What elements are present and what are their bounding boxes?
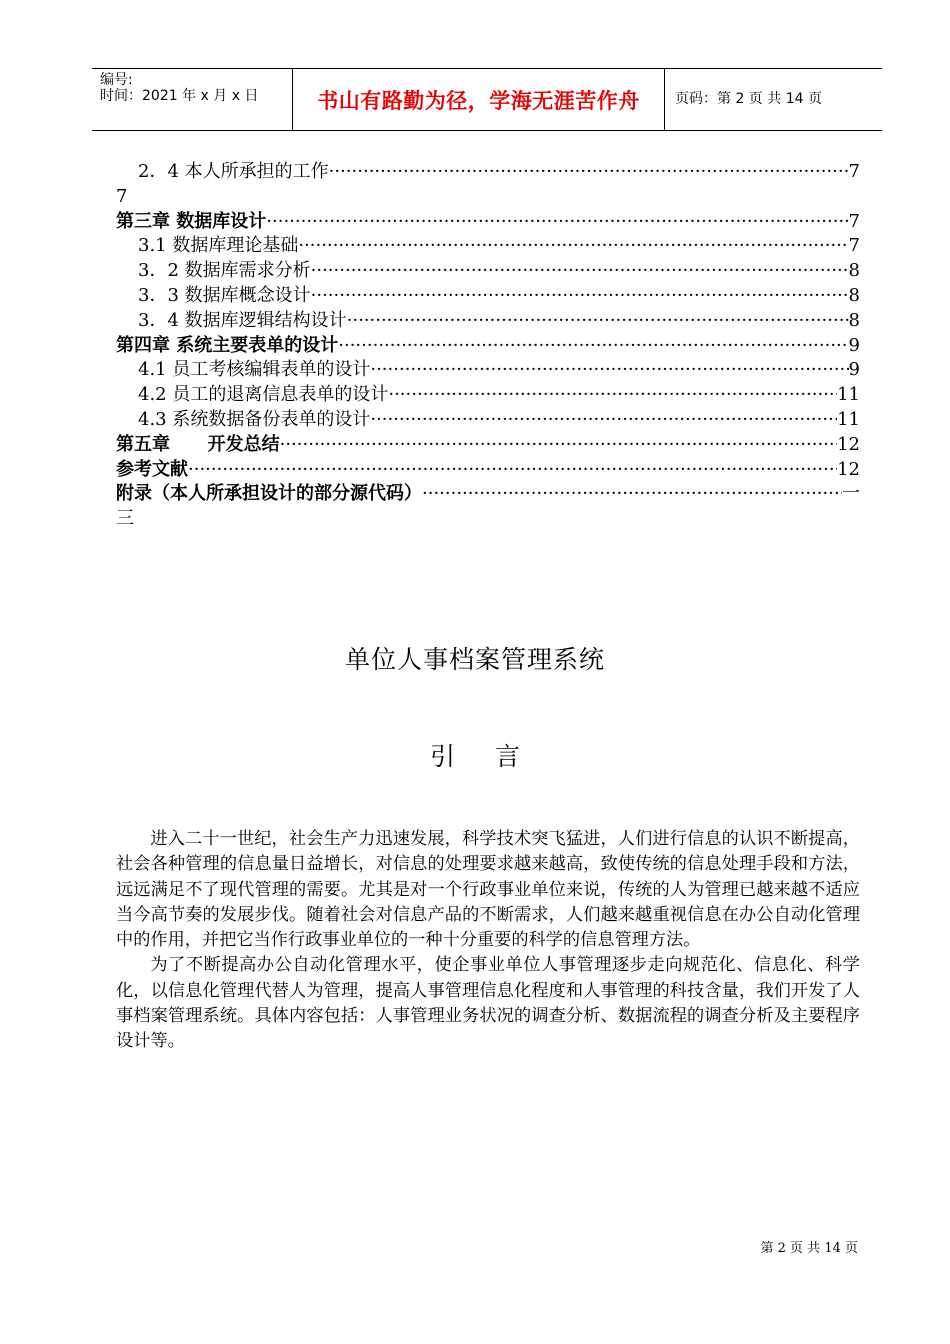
- toc-entry-page: 9: [848, 334, 860, 356]
- toc-leader-dots: [422, 482, 842, 507]
- body-text: [116, 827, 860, 1055]
- header-motto-cell: [293, 69, 665, 130]
- toc-entry-page: 12: [837, 458, 860, 480]
- toc-entry-title: 3.1 数据库理论基础: [138, 235, 299, 257]
- toc-entry[interactable]: [116, 234, 860, 259]
- toc-leader-dots: [329, 160, 849, 185]
- paragraph: 进入二十一世纪，社会生产力迅速发展，科学技术突飞猛进，人们进行信息的认识不断提高，社会各种管理的信息量日益增长，对信息的处理要求越来越高，致使传统的信息处理手段和方法，远远满足不了现代管理的需要。尤其是对一个行政事业单位来说，传统的人为管理已越来越不适应当今高节奏的发展步伐。随着社会对信息产品的不断需求，人们越来越重视信息在办公自动化管理中的作用，并把它当作行政事业单位的一种十分重要的科学的信息管理方法。: [116, 829, 860, 951]
- toc-entry-title: 4.2 员工的退离信息表单的设计: [138, 384, 389, 406]
- toc-entry[interactable]: [116, 259, 860, 284]
- table-of-contents: [116, 160, 860, 532]
- toc-leader-dots: [388, 383, 837, 408]
- toc-entry[interactable]: [116, 160, 860, 185]
- toc-entry[interactable]: [116, 383, 860, 408]
- toc-wrap-line: [116, 507, 860, 532]
- toc-entry-page: 11: [837, 408, 860, 430]
- toc-wrap-line: [116, 185, 860, 210]
- toc-wrapped-page: 7: [116, 185, 128, 207]
- toc-entry-page: 7: [848, 235, 860, 257]
- motto-text: 书山有路勤为径，学海无涯苦作舟: [317, 88, 640, 113]
- toc-entry[interactable]: [116, 458, 860, 483]
- toc-leader-dots: [266, 210, 848, 235]
- toc-entry-page: 9: [848, 359, 860, 381]
- toc-entry-title: 4.1 员工考核编辑表单的设计: [138, 359, 371, 381]
- toc-entry-title: 2．4 本人所承担的工作: [138, 161, 329, 182]
- toc-entry-page: 8: [848, 260, 860, 282]
- page-header: [92, 68, 882, 131]
- toc-entry-page: 11: [837, 384, 860, 406]
- toc-entry-page: 12: [837, 433, 860, 455]
- toc-entry[interactable]: [116, 309, 860, 334]
- toc-entry-title: 参考文献: [116, 458, 188, 480]
- toc-entry-title: 4.3 系统数据备份表单的设计: [138, 408, 371, 430]
- toc-leader-dots: [298, 234, 848, 259]
- toc-entry-title: 附录（本人所承担设计的部分源代码）: [116, 483, 422, 505]
- toc-leader-dots: [347, 309, 849, 334]
- toc-entry-title: 第三章 数据库设计: [116, 210, 267, 232]
- toc-wrapped-page: 三: [116, 508, 134, 530]
- toc-entry-title: 第五章 开发总结: [116, 433, 280, 455]
- toc-entry[interactable]: [116, 358, 860, 383]
- toc-entry-page: 8: [848, 309, 860, 331]
- toc-entry[interactable]: [116, 408, 860, 433]
- toc-entry-title: 3．2 数据库需求分析: [138, 260, 311, 282]
- toc-entry-page: 7: [848, 161, 860, 182]
- toc-entry[interactable]: [116, 482, 860, 507]
- toc-leader-dots: [338, 334, 848, 359]
- toc-leader-dots: [188, 458, 837, 483]
- toc-entry-page: 7: [848, 210, 860, 232]
- paragraph: 为了不断提高办公自动化管理水平，使企事业单位人事管理逐步走向规范化、信息化、科学化，以信息化管理代替人为管理，提高人事管理信息化程度和人事管理的科技含量，我们开发了人事档案管理系统。具体内容包括：人事管理业务状况的调查分析、数据流程的调查分析及主要程序设计等。: [116, 955, 860, 1052]
- toc-leader-dots: [370, 408, 837, 433]
- toc-entry-page: 8: [848, 284, 860, 306]
- toc-leader-dots: [311, 284, 849, 309]
- toc-entry[interactable]: [116, 210, 860, 235]
- toc-entry[interactable]: [116, 334, 860, 359]
- toc-entry-title: 3．4 数据库逻辑结构设计: [138, 309, 347, 331]
- toc-leader-dots: [370, 358, 848, 383]
- toc-entry-title: 第四章 系统主要表单的设计: [116, 334, 339, 356]
- toc-leader-dots: [311, 259, 849, 284]
- toc-leader-dots: [280, 433, 837, 458]
- toc-entry-page: 一: [842, 483, 860, 505]
- toc-entry[interactable]: [116, 284, 860, 309]
- section-heading: 引言: [429, 742, 560, 771]
- header-info-cell: [92, 69, 293, 130]
- header-page-cell: [665, 69, 882, 130]
- page-footer: 第 2 页 共 14 页: [760, 1241, 858, 1256]
- toc-entry-title: 3．3 数据库概念设计: [138, 284, 311, 306]
- document-title: 单位人事档案管理系统: [344, 645, 605, 674]
- time-label: 时间：2021 年 x 月 x 日: [100, 88, 259, 104]
- number-label: 编号:: [100, 72, 133, 88]
- toc-entry[interactable]: [116, 433, 860, 458]
- page-label: 页码：第 2 页 共 14 页: [675, 91, 822, 107]
